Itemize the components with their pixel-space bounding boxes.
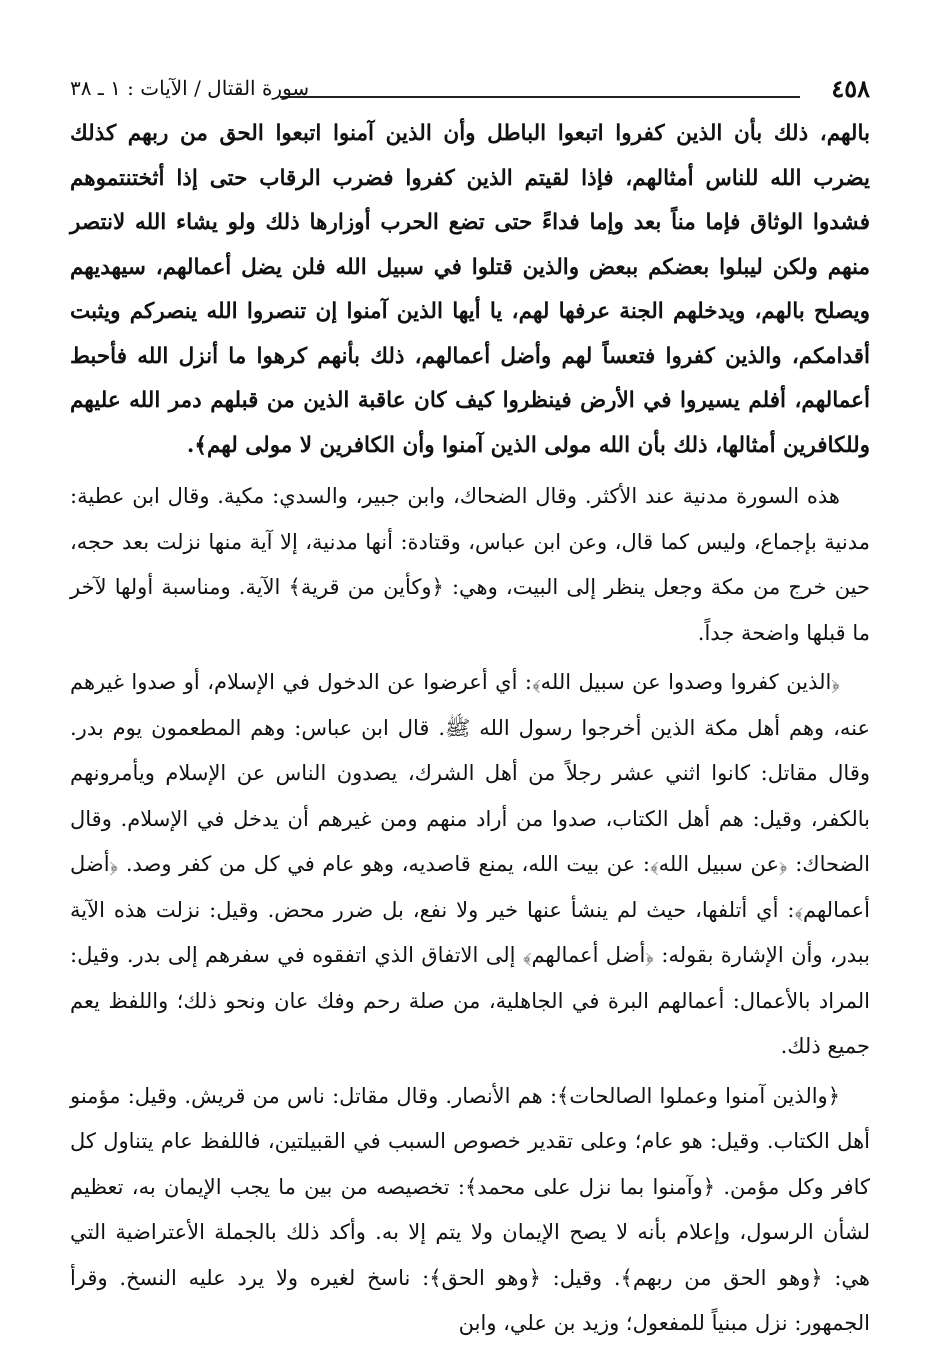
commentary-paragraph-disbelievers: ﴿الذين كفروا وصدوا عن سبيل الله﴾: أي أعرضوا عن الدخول في الإسلام، أو صدوا غيرهم عنه، وهم أهل مكة الذين أخرجوا رسول الله ﷺ. قال ابن عباس: وهم المطعمون يوم بدر. وقال مقاتل: كانوا اثني عشر رجلاً من أهل الشرك، يصدون الناس عن الإسلام ويأمرونهم بالكفر، وقيل: هم أهل الكتاب، صدوا من أراد منهم ومن غيرهم أن يدخل في الإسلام. وقال الضحاك: ﴿عن سبيل الله﴾: عن بيت الله، يمنع قاصديه، وهو عام في كل من كفر وصد. ﴿أضل أعمالهم﴾: أي أتلفها، حيث لم ينشأ عنها خير ولا نفع، بل ضرر محض. وقيل: نزلت هذه الآية ببدر، وأن الإشارة بقوله: ﴿أضل أعمالهم﴾ إلى الاتفاق الذي اتفقوه في سفرهم إلى بدر. وقيل: المراد بالأعمال: أعمالهم البرة في الجاهلية، من صلة رحم وفك عان ونحو ذلك؛ واللفظ يعم جميع ذلك. (70, 670, 870, 1058)
header-rule (280, 96, 800, 98)
book-page (70, 70, 870, 1347)
page-number: ٤٥٨ (831, 74, 870, 103)
quran-verses: بالهم، ذلك بأن الذين كفروا اتبعوا الباطل وأن الذين آمنوا اتبعوا الحق من ربهم كذلك يضرب الله للناس أمثالهم، فإذا لقيتم الذين كفروا فضرب الرقاب حتى إذا أثختنتموهم فشدوا الوثاق فإما مناً بعد وإما فداءً حتى تضع الحرب أوزارها ذلك ولو يشاء الله لانتصر منهم ولكن ليبلوا بعضكم ببعض والذين قتلوا في سبيل الله فلن يضل أعمالهم، سيهديهم ويصلح بالهم، ويدخلهم الجنة عرفها لهم، يا أيها الذين آمنوا إن تنصروا الله ينصركم ويثبت أقدامكم، والذين كفروا فتعساً لهم وأضل أعمالهم، ذلك بأنهم كرهوا ما أنزل الله فأحبط أعمالهم، أفلم يسيروا في الأرض فينظروا كيف كان عاقبة الذين من قبلهم دمر الله عليهم وللكافرين أمثالها، ذلك بأن الله مولى الذين آمنوا وأن الكافرين لا مولى لهم﴾. (70, 121, 870, 458)
surah-title: سورة القتال / الآيات : ١ ـ ٣٨ (70, 76, 310, 100)
commentary-paragraph-intro: هذه السورة مدنية عند الأكثر. وقال الضحاك، وابن جبير، والسدي: مكية. وقال ابن عطية: مدنية بإجماع، وليس كما قال، وعن ابن عباس، وقتادة: أنها مدنية، إلا آية منها نزلت بعد حجه، حين خرج من مكة وجعل ينظر إلى البيت، وهي: ﴿وكأين من قرية﴾ الآية. ومناسبة أولها لآخر ما قبلها واضحة جداً. (70, 484, 870, 645)
page-header (70, 70, 870, 110)
commentary-paragraph-believers: ﴿والذين آمنوا وعملوا الصالحات﴾: هم الأنصار. وقال مقاتل: ناس من قريش. وقيل: مؤمنو أهل الكتاب. وقيل: هو عام؛ وعلى تقدير خصوص السبب في القبيلتين، فاللفظ عام يتناول كل كافر وكل مؤمن. ﴿وآمنوا بما نزل على محمد﴾: تخصيصه من بين ما يجب الإيمان به، تعظيم لشأن الرسول، وإعلام بأنه لا يصح الإيمان ولا يتم إلا به. وأكد ذلك بالجملة الأعتراضية التي هي: ﴿وهو الحق من ربهم﴾. وقيل: ﴿وهو الحق﴾: ناسخ لغيره ولا يرد عليه النسخ. وقرأ الجمهور: نزل مبنياً للمفعول؛ وزيد بن علي، وابن (70, 1083, 870, 1335)
